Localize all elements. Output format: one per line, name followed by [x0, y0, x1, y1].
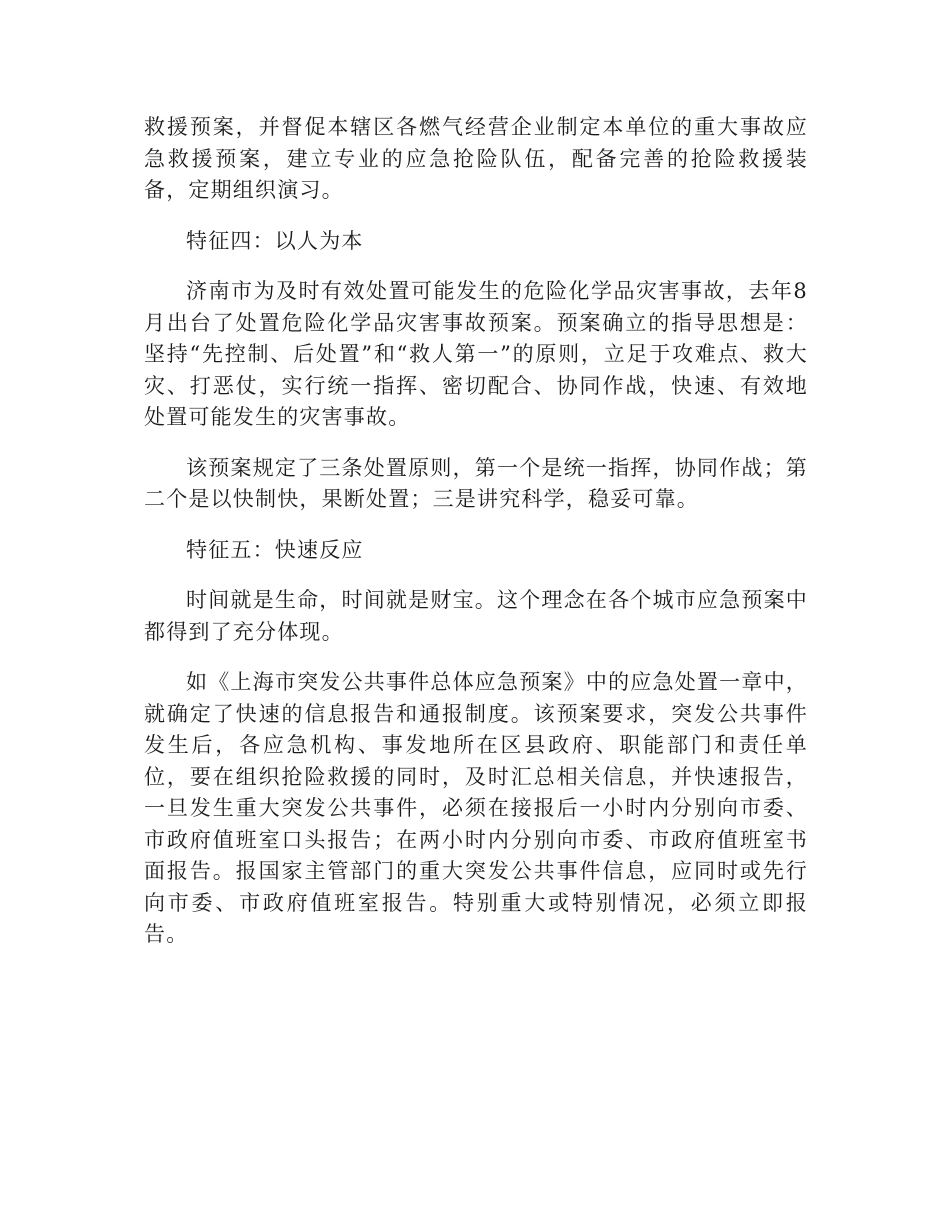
paragraph-time-is-life: 时间就是生命，时间就是财宝。这个理念在各个城市应急预案中都得到了充分体现。	[144, 588, 808, 644]
paragraph-jinan-plan: 济南市为及时有效处置可能发生的危险化学品灾害事故，去年8月出台了处置危险化学品灾害事故预案。预案确立的指导思想是： 坚持“先控制、后处置”和“救人第一”的原则，立足于攻难点、救大灾、打恶仗，实行统一指挥、密切配合、协同作战，快速、有效地处置可能发生的灾害事故。	[144, 279, 808, 429]
section-heading-feature-five: 特征五：快速反应	[186, 537, 364, 562]
paragraph-shanghai-plan: 如《上海市突发公共事件总体应急预案》中的应急处置一章中，就确定了快速的信息报告和通报制度。该预案要求，突发公共事件发生后，各应急机构、事发地所在区县政府、职能部门和责任单位，要在组织抢险救援的同时，及时汇总相关信息，并快速报告，一旦发生重大突发公共事件，必须在接报后一小时内分别向市委、市政府值班室口头报告；在两小时内分别向市委、市政府值班室书面报告。报国家主管部门的重大突发公共事件信息，应同时或先行向市委、市政府值班室报告。特别重大或特别情况，必须立即报告。	[144, 670, 808, 946]
paragraph-principles: 该预案规定了三条处置原则，第一个是统一指挥，协同作战；第二个是以快制快，果断处置；三是讲究科学，稳妥可靠。	[144, 455, 808, 511]
section-heading-feature-four: 特征四：以人为本	[186, 228, 364, 253]
paragraph-continuation: 救援预案，并督促本辖区各燃气经营企业制定本单位的重大事故应急救援预案，建立专业的应急抢险队伍，配备完善的抢险救援装备，定期组织演习。	[144, 115, 808, 202]
document-body	[144, 112, 808, 970]
